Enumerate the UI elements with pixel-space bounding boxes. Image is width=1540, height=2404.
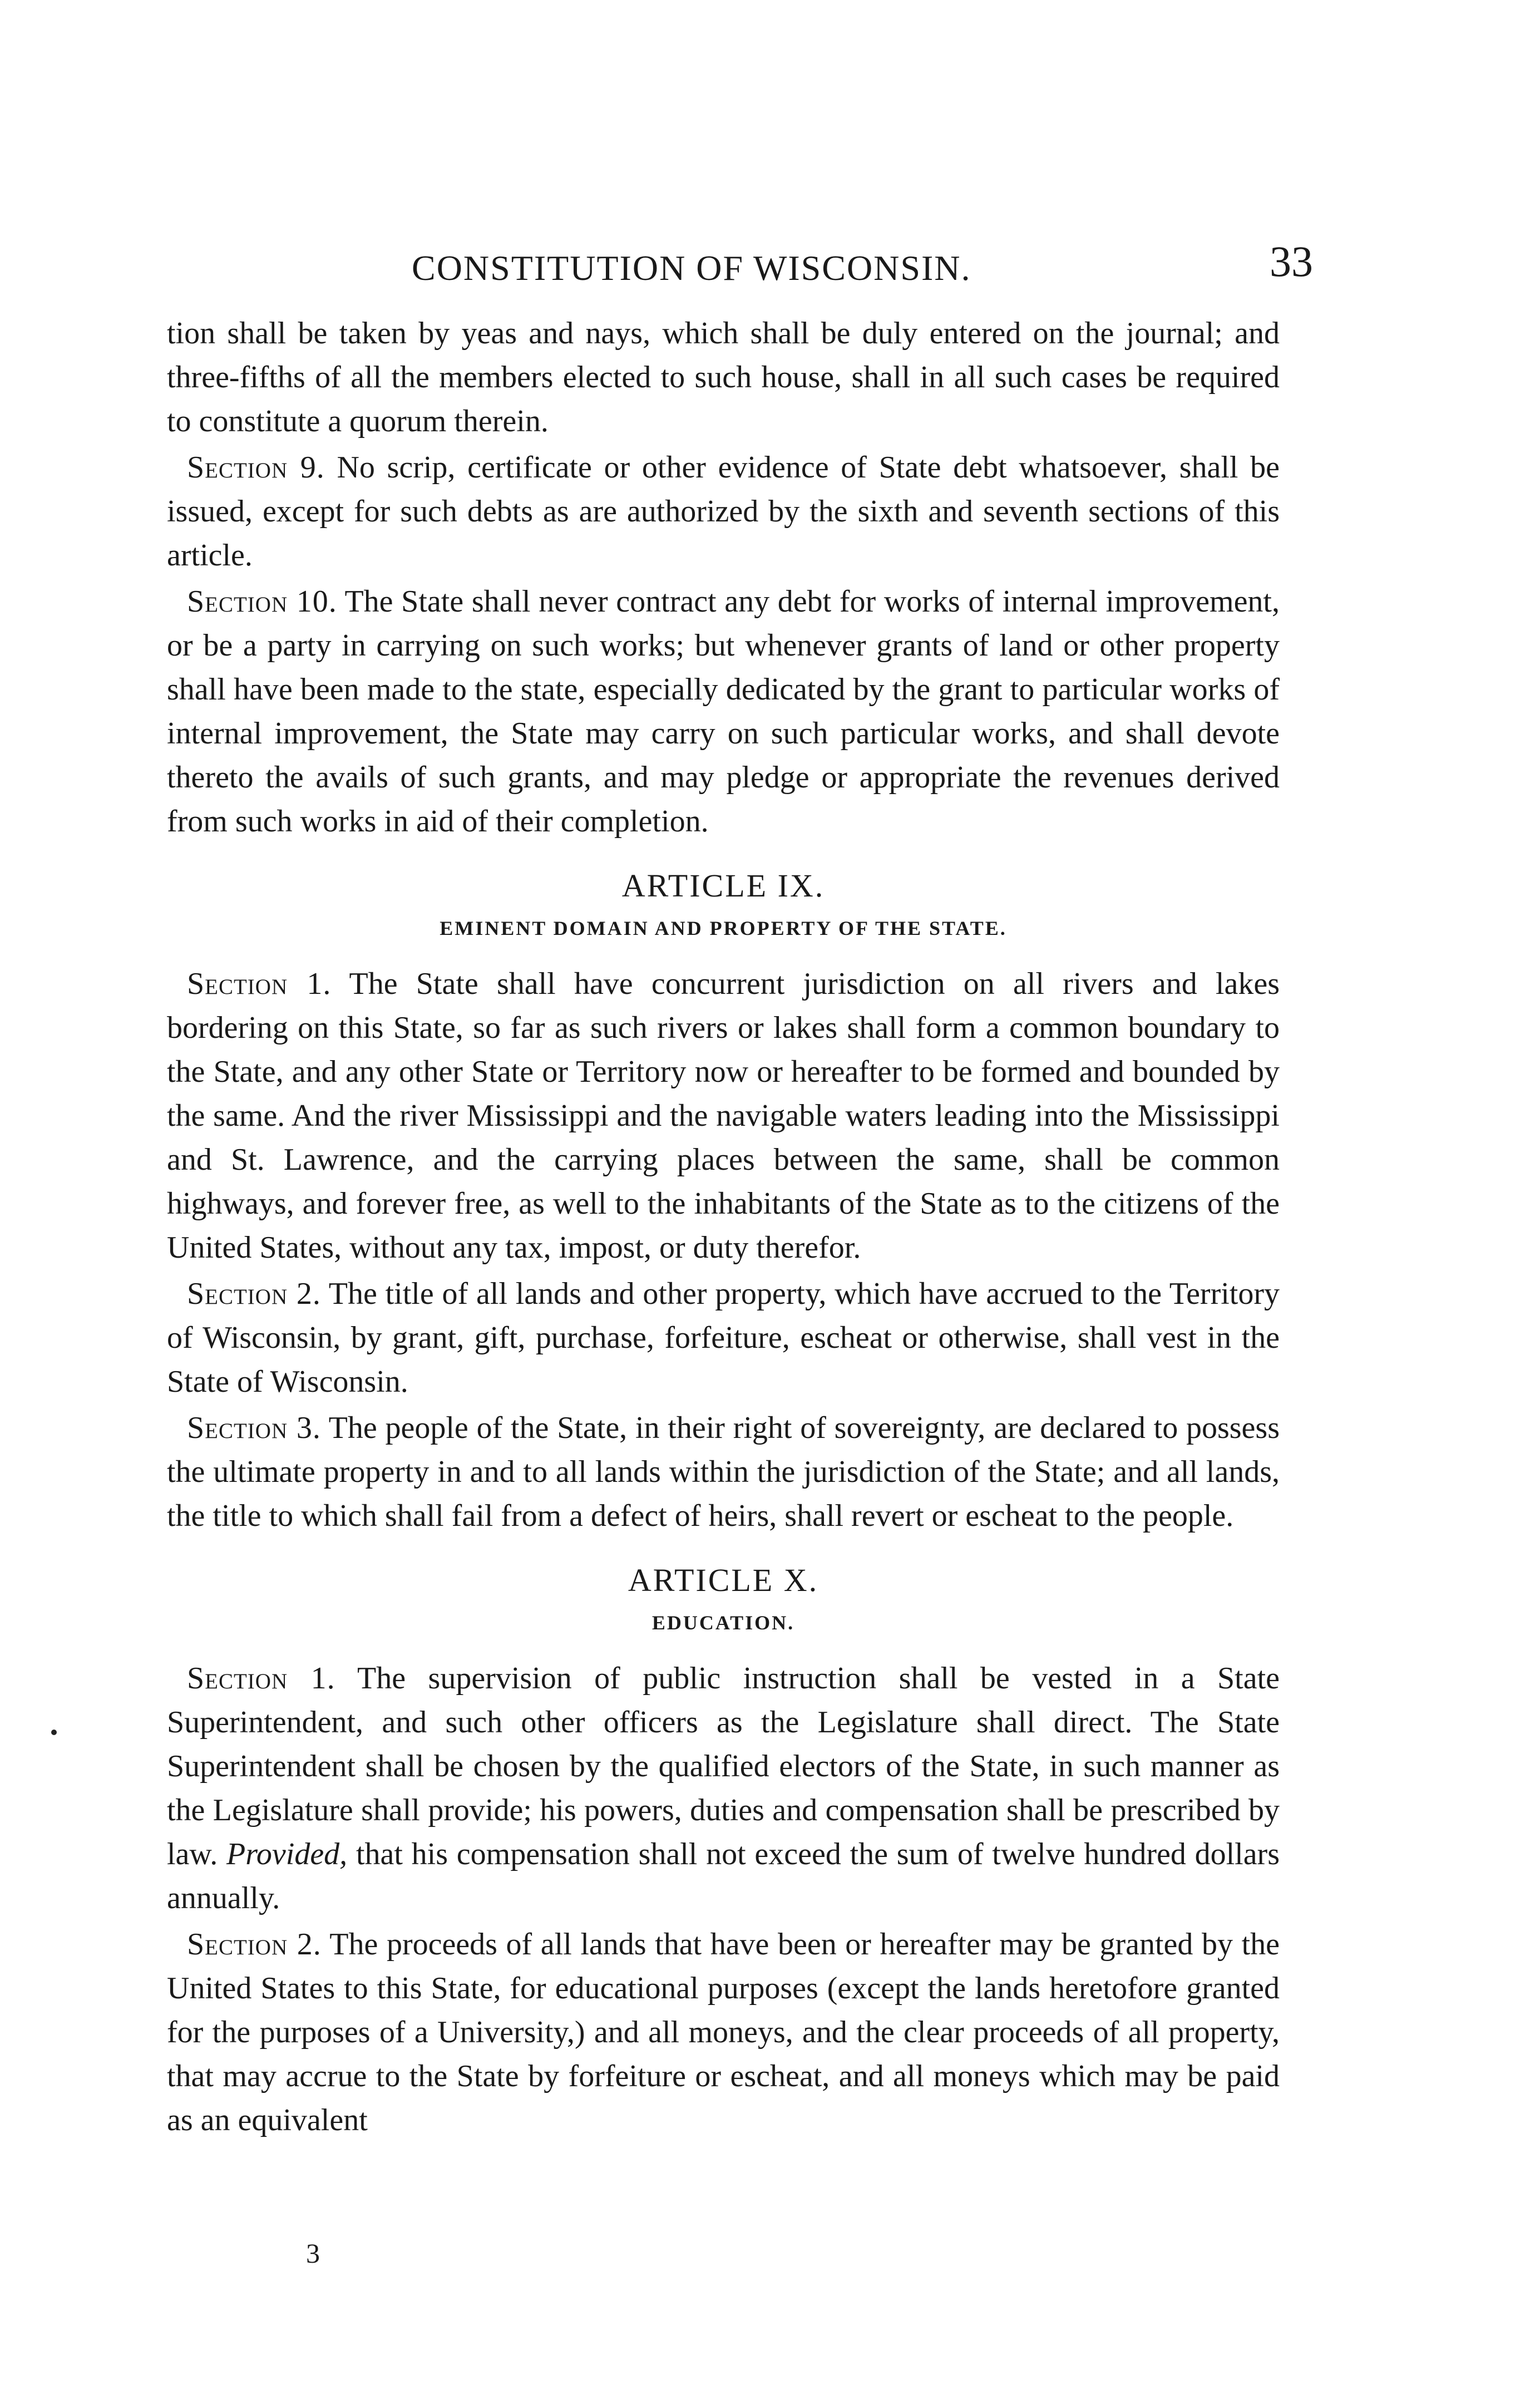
section-label: Section 1. (187, 1661, 335, 1696)
section-10-paragraph: Section 10. The State shall never contract any debt for works of internal improvement, or be a party in carrying on such works; but whenever grants of land or other property shall have been made to the state, especially dedicated by the grant to particular works of internal improvement, the State may carry on such particular works, and shall devote thereto the avails of such grants, and may pledge or appropriate the revenues derived from such works in aid of their completion. (167, 584, 1280, 839)
paragraph-continuation: tion shall be taken by yeas and nays, which shall be duly entered on the journal; and three-fifths of all the members elected to such house, shall in all such cases be required to constitute a quorum therein. (167, 316, 1280, 439)
margin-dot (51, 1730, 57, 1735)
article-9-heading: ARTICLE IX. (621, 868, 825, 904)
article-9-section-3: Section 3. The people of the State, in their right of sovereignty, are declared to possess the ultimate property in and to all lands within the jurisdiction of the State; and all lands, the title to which shall fail from a defect of heirs, shall revert or escheat to the people. (167, 1411, 1280, 1533)
section-label: Section 9. (187, 450, 325, 485)
running-header (167, 237, 1313, 298)
signature-mark: 3 (306, 2238, 320, 2269)
section-label: Section 2. (187, 1927, 322, 1962)
article-10-subheading: EDUCATION. (651, 1612, 795, 1634)
page-number: 33 (1270, 237, 1313, 285)
article-9-section-2: Section 2. The title of all lands and other property, which have accrued to the Territory of Wisconsin, by grant, gift, purchase, forfeiture, escheat or otherwise, shall vest in the State of Wisconsin. (167, 1277, 1280, 1399)
body-text (167, 312, 1280, 2145)
section-label: Section 1. (187, 967, 332, 1001)
section-label: Section 2. (187, 1277, 321, 1311)
article-10-heading: ARTICLE X. (628, 1562, 819, 1598)
section-label: Section 10. (187, 584, 337, 619)
article-10-section-1: Section 1. The supervision of public instruction shall be vested in a State Superintendent, and such other officers as the Legislature shall direct. The State Superintendent shall be chosen by the qualified electors of the State, in such manner as the Legislature shall provide; his powers, duties and compensation shall be prescribed by law. Provided, that his compensation shall not exceed the sum of twelve hundred dollars annually. (167, 1661, 1280, 1915)
page-title: CONSTITUTION OF WISCONSIN. (412, 248, 971, 288)
article-10-section-2: Section 2. The proceeds of all lands that have been or hereafter may be granted by the United States to this State, for educational purposes (except the lands heretofore granted for the purposes of a University,) and all moneys, and the clear proceeds of all property, that may accrue to the State by forfeiture or escheat, and all moneys which may be paid as an equivalent (167, 1927, 1280, 2137)
section-label: Section 3. (187, 1411, 321, 1445)
provided-italic: Provided, (226, 1837, 348, 1871)
article-9-section-1: Section 1. The State shall have concurrent jurisdiction on all rivers and lakes bordering on this State, so far as such rivers or lakes shall form a common boundary to the State, and any other State or Territory now or hereafter to be formed and bounded by the same. And the river Mississippi and the navigable waters leading into the Mississippi and St. Lawrence, and the carrying places between the same, shall be common highways, and forever free, as well to the inhabitants of the State as to the citizens of the United States, without any tax, impost, or duty therefor. (167, 967, 1280, 1265)
section-9-paragraph: Section 9. No scrip, certificate or other evidence of State debt whatsoever, shall be issued, except for such debts as are authorized by the sixth and seventh sections of this article. (167, 450, 1280, 573)
article-9-subheading: EMINENT DOMAIN AND PROPERTY OF THE STATE. (440, 917, 1007, 939)
